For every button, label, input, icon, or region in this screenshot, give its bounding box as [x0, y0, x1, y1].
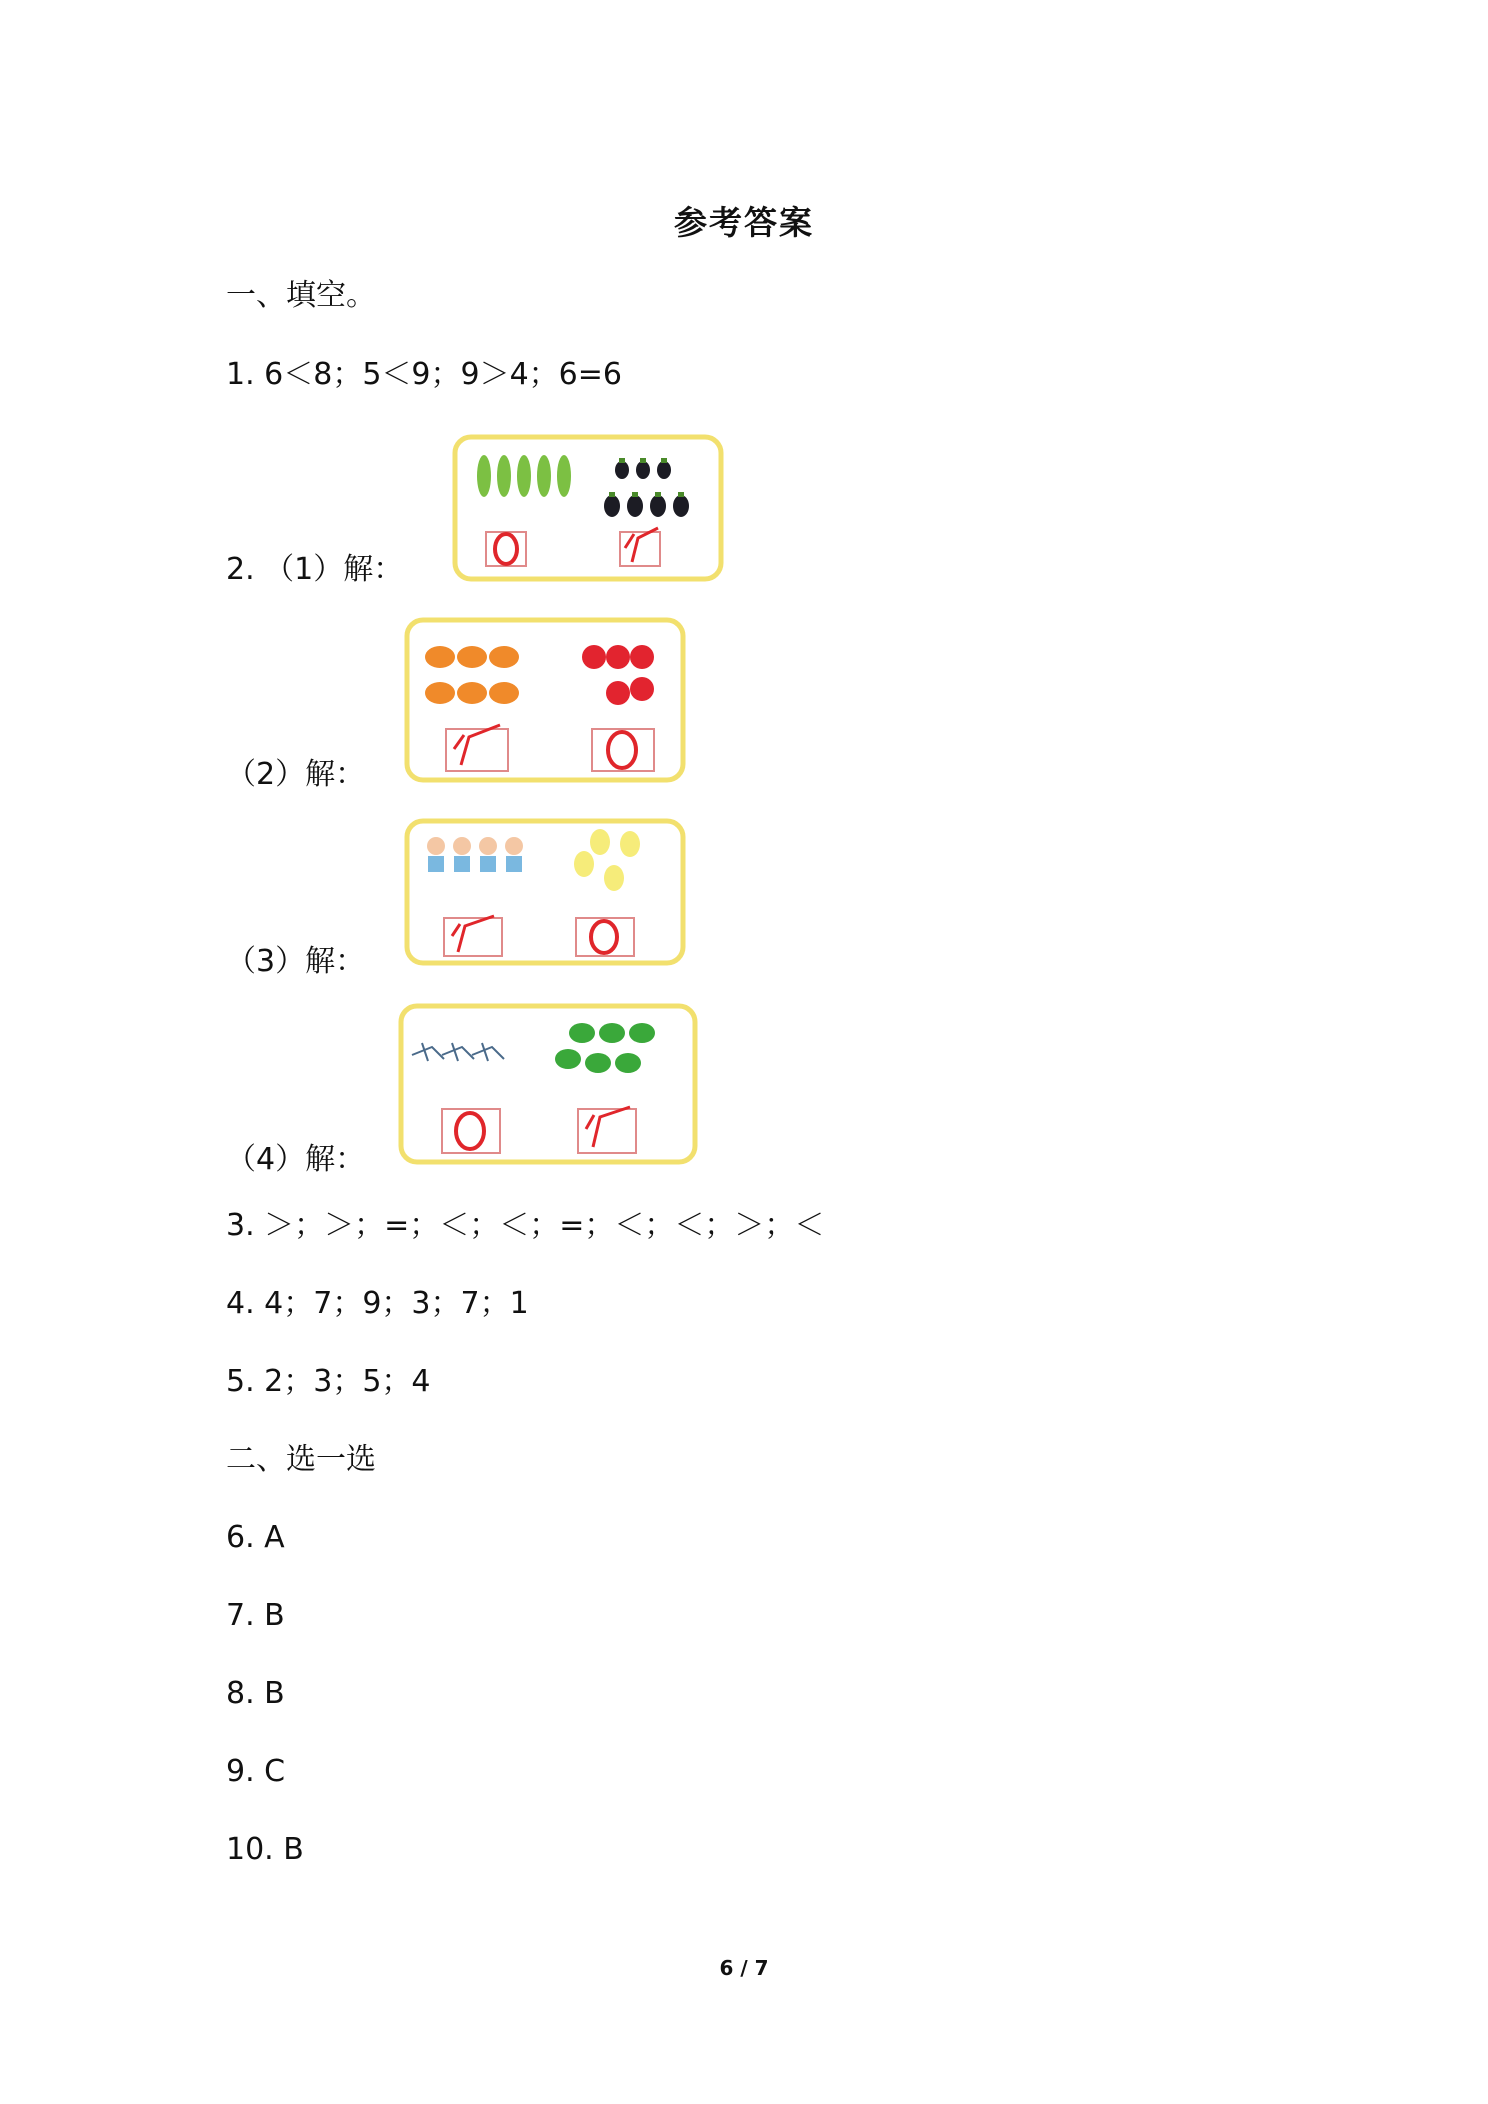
answer-q1: 1. 6＜8；5＜9；9＞4；6=6	[226, 357, 622, 392]
answer-q4: 4. 4；7；9；3；7；1	[226, 1286, 529, 1321]
page-title: 参考答案	[674, 203, 814, 242]
answer-q9: 9. C	[226, 1754, 286, 1789]
q2-part1-picture	[452, 434, 724, 582]
q2-part2-picture	[404, 617, 686, 783]
answer-q8: 8. B	[226, 1676, 285, 1711]
page-number: 6 / 7	[719, 1956, 769, 1980]
answer-q7: 7. B	[226, 1598, 285, 1633]
q2-part3-picture	[404, 818, 686, 966]
answer-q2-part3-label: （3）解：	[226, 944, 366, 979]
answer-q2-part2-label: （2）解：	[226, 757, 366, 792]
answer-q5: 5. 2；3；5；4	[226, 1364, 431, 1399]
answer-q2-part4-label: （4）解：	[226, 1142, 366, 1177]
answer-q10: 10. B	[226, 1832, 304, 1867]
answer-q6: 6. A	[226, 1520, 285, 1555]
q2-part4-picture	[398, 1003, 698, 1165]
section-heading-choose: 二、选一选	[226, 1442, 376, 1477]
answer-q2-label: 2. （1）解：	[226, 552, 404, 587]
section-heading-fill-blank: 一、填空。	[226, 278, 376, 313]
answer-q3: 3. ＞；＞；=；＜；＜；=；＜；＜；＞；＜	[226, 1208, 825, 1243]
